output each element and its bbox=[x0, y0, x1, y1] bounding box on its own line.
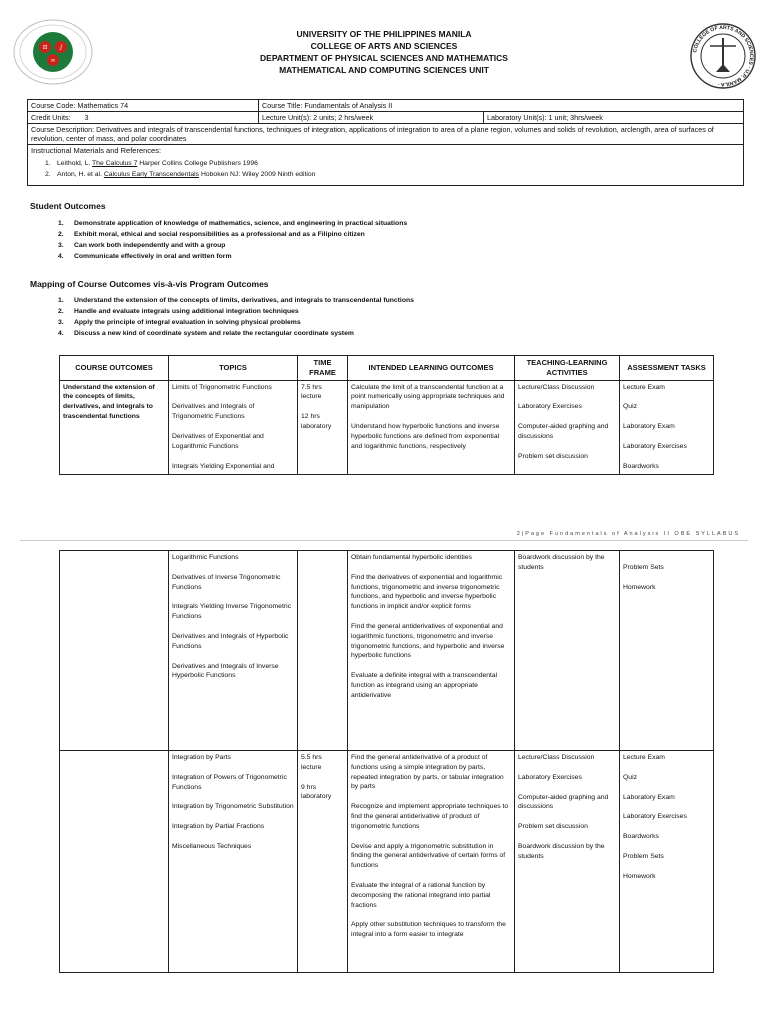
svg-text:π: π bbox=[42, 43, 48, 51]
tla-cell bbox=[515, 551, 620, 751]
time-frame-cell bbox=[298, 751, 348, 973]
tla-item: Problem set discussion bbox=[518, 823, 588, 831]
topic-item: Integration by Parts bbox=[172, 754, 231, 761]
assessment-item: Quiz bbox=[623, 773, 637, 781]
time-frame-cell bbox=[298, 551, 348, 751]
page-break bbox=[0, 513, 768, 543]
course-info-table bbox=[27, 99, 744, 186]
col-header-ilo: INTENDED LEARNING OUTCOMES bbox=[348, 356, 515, 381]
topic-item: Integrals Yielding Exponential and bbox=[172, 462, 275, 470]
ilo-cell bbox=[348, 551, 515, 751]
topics-cell bbox=[169, 751, 298, 973]
college-name: COLLEGE OF ARTS AND SCIENCES bbox=[310, 41, 458, 51]
topic-item: Logarithmic Functions bbox=[172, 554, 239, 561]
ilo-cell bbox=[348, 751, 515, 973]
list-item: 2. Exhibit moral, ethical and social responsibilities as a professional and as a Filipino citizen bbox=[58, 231, 365, 238]
divider bbox=[20, 540, 748, 541]
svg-text:∞: ∞ bbox=[50, 57, 56, 64]
table-row bbox=[60, 751, 714, 973]
topic-item: Integrals Yielding Inverse Trigonometric Functions bbox=[172, 603, 292, 621]
reference-list bbox=[45, 158, 740, 180]
tla-item: Boardwork discussion by the students bbox=[518, 842, 605, 860]
tla-item: Computer-aided graphing and discussions bbox=[518, 793, 609, 811]
topic-item: Miscellaneous Techniques bbox=[172, 842, 252, 850]
tla-cell bbox=[515, 751, 620, 973]
ilo-item: Recognize and implement appropriate techniques to find the general antiderivative of product of trigonometric functions bbox=[351, 803, 509, 830]
assessment-item: Quiz bbox=[623, 403, 637, 411]
tla-item: Boardwork discussion by the students bbox=[518, 554, 605, 571]
assessment-item: Laboratory Exam bbox=[623, 423, 675, 431]
ilo-item: Devise and apply a trigonometric substitution in finding the general antiderivative of certain forms of functions bbox=[351, 842, 506, 870]
credit-units: Credit Units: 3 bbox=[28, 112, 259, 124]
course-outcome-cell: Understand the extension of the concepts of limits, derivatives, and integrals to trascendental functions bbox=[60, 380, 169, 474]
assessment-item: Problem Sets bbox=[623, 852, 664, 860]
list-item: 4. Communicate effectively in oral and written form bbox=[58, 253, 232, 260]
ilo-item: Find the general antiderivative of a product of functions using a simple integration by parts, repeated integration by parts, or tabular integration by parts bbox=[351, 754, 504, 791]
time-item: 5.5 hrs lecture bbox=[301, 754, 322, 771]
svg-text:COLLEGE OF ARTS AND SCIENCES ·: COLLEGE OF ARTS AND SCIENCES · U.P. MANILA · bbox=[692, 24, 755, 88]
list-item: 2. Handle and evaluate integrals using additional integration techniques bbox=[58, 308, 299, 315]
ilo-item: Find the derivatives of exponential and logarithmic functions, trigonometric and inverse trigonometric functions, and hyperbolic and inverse hyperbolic functions in implicit and/or explicit forms bbox=[351, 573, 503, 611]
assessment-item: Laboratory Exam bbox=[623, 793, 675, 801]
assessment-cell bbox=[620, 380, 714, 474]
topics-cell bbox=[169, 551, 298, 751]
topic-item: Integration of Powers of Trigonometric Functions bbox=[172, 773, 287, 791]
assessment-item: Lecture Exam bbox=[623, 754, 665, 761]
topic-item: Integration by Partial Fractions bbox=[172, 823, 265, 831]
ilo-item: Understand how hyperbolic functions and inverse hyperbolic functions are defined from exponential and logarithmic functions, respectively bbox=[351, 422, 500, 450]
topics-cell bbox=[169, 380, 298, 474]
university-name: UNIVERSITY OF THE PHILIPPINES MANILA bbox=[296, 29, 472, 39]
assessment-item: Boardworks bbox=[623, 462, 659, 470]
assessment-item: Laboratory Exercises bbox=[623, 813, 687, 821]
department-name: DEPARTMENT OF PHYSICAL SCIENCES AND MATHEMATICS bbox=[260, 53, 508, 63]
assessment-item: Laboratory Exercises bbox=[623, 442, 687, 450]
materials-title: Instructional Materials and References: bbox=[31, 146, 162, 155]
col-header-assessment: ASSESSMENT TASKS bbox=[620, 356, 714, 381]
student-outcomes-title: Student Outcomes bbox=[30, 201, 106, 211]
list-item: 3. Can work both independently and with a group bbox=[58, 242, 226, 249]
outcomes-table bbox=[59, 355, 714, 475]
tla-item: Computer-aided graphing and discussions bbox=[518, 423, 609, 440]
tla-item: Laboratory Exercises bbox=[518, 403, 582, 411]
list-item: 4. Discuss a new kind of coordinate system and relate the rectangular coordinate system bbox=[58, 330, 354, 337]
assessment-cell bbox=[620, 751, 714, 973]
tla-cell bbox=[515, 380, 620, 474]
table-row bbox=[60, 551, 714, 751]
mapping-list bbox=[58, 295, 414, 339]
time-item: 7.5 hrs lecture bbox=[301, 383, 322, 401]
ilo-item: Evaluate a definite integral with a transcendental function as integrand using an appropriate antiderivative bbox=[351, 672, 498, 699]
topic-item: Derivatives and Integrals of Trigonometric Functions bbox=[172, 403, 255, 421]
course-code: Course Code: Mathematics 74 bbox=[28, 100, 259, 112]
topic-item: Derivatives and Integrals of Inverse Hyperbolic Functions bbox=[172, 662, 279, 680]
col-header-topics: TOPICS bbox=[169, 356, 298, 381]
ilo-item: Find the general antiderivatives of exponential and logarithmic functions, trigonometric and inverse trigonometric functions, and hyperbolic and inverse hyperbolic functions bbox=[351, 622, 505, 660]
ilo-cell bbox=[348, 380, 515, 474]
tla-item: Laboratory Exercises bbox=[518, 773, 582, 781]
table-row bbox=[60, 380, 714, 474]
col-header-time-frame: TIME FRAME bbox=[298, 356, 348, 381]
assessment-cell bbox=[620, 551, 714, 751]
page-footer: 2|Page Fundamentals of Analysis II OBE SYLLABUS bbox=[516, 531, 740, 537]
student-outcomes-list bbox=[58, 218, 407, 262]
course-outcome-cell bbox=[60, 751, 169, 973]
time-item: 12 hrs laboratory bbox=[301, 413, 332, 430]
ilo-item: Calculate the limit of a transcendental function at a point numerically using appropriate techniques and manipulation bbox=[351, 383, 505, 411]
tla-item: Lecture/Class Discussion bbox=[518, 754, 595, 761]
tla-item: Lecture/Class Discussion bbox=[518, 383, 595, 391]
tla-item: Problem set discussion bbox=[518, 452, 588, 460]
ilo-item: Obtain fundamental hyperbolic identities bbox=[351, 554, 472, 561]
topic-item: Integration by Trigonometric Substitution bbox=[172, 803, 294, 811]
col-header-course-outcomes: COURSE OUTCOMES bbox=[60, 356, 169, 381]
course-outcome-cell bbox=[60, 551, 169, 751]
topic-item: Derivatives of Exponential and Logarithmic Functions bbox=[172, 432, 264, 450]
assessment-item: Lecture Exam bbox=[623, 383, 665, 391]
course-title: Course Title: Fundamentals of Analysis II bbox=[259, 100, 744, 112]
outcomes-table-continued bbox=[59, 550, 714, 973]
list-item: 1. Understand the extension of the concepts of limits, derivatives, and integrals to transcendental functions bbox=[58, 297, 414, 304]
list-item: 1. Demonstrate application of knowledge of mathematics, science, and engineering in practical situations bbox=[58, 220, 408, 227]
time-frame-cell bbox=[298, 380, 348, 474]
course-description: Course Description: Derivatives and integrals of transcendental functions, techniques of integration, applications of integration to area of a plane region, volumes and solids of revolution, arclength, area of surfaces of revolution, center of mass, and polar coordinates bbox=[28, 124, 744, 145]
unit-name: MATHEMATICAL AND COMPUTING SCIENCES UNIT bbox=[279, 65, 489, 75]
assessment-item: Homework bbox=[623, 872, 656, 880]
time-item: 9 hrs laboratory bbox=[301, 783, 332, 801]
topic-item: Derivatives and Integrals of Hyperbolic Functions bbox=[172, 632, 289, 650]
ilo-item: Apply other substitution techniques to transform the integral into a form easier to integrate bbox=[351, 921, 506, 939]
topic-item: Derivatives of Inverse Trigonometric Functions bbox=[172, 573, 281, 591]
col-header-tla: TEACHING-LEARNING ACTIVITIES bbox=[515, 356, 620, 381]
topic-item: Limits of Trigonometric Functions bbox=[172, 383, 272, 391]
ilo-item: Evaluate the integral of a rational function by decomposing the rational integrand into partial fractions bbox=[351, 881, 491, 909]
reference-item: 1. Leithold, L. The Calculus 7 Harper Collins College Publishers 1996 bbox=[45, 160, 258, 167]
lab-units: Laboratory Unit(s): 1 unit; 3hrs/week bbox=[484, 112, 744, 124]
reference-item: 2. Anton, H. et al. Calculus Early Transcendentals Hoboken NJ: Wiley 2009 Ninth edition bbox=[45, 171, 316, 178]
svg-text:∫: ∫ bbox=[59, 44, 63, 51]
assessment-item: Homework bbox=[623, 583, 656, 591]
assessment-item: Boardworks bbox=[623, 833, 659, 841]
lecture-units: Lecture Unit(s): 2 units; 2 hrs/week bbox=[259, 112, 484, 124]
instructional-materials bbox=[28, 145, 744, 186]
mapping-title: Mapping of Course Outcomes vis-à-vis Program Outcomes bbox=[30, 279, 269, 289]
assessment-item: Problem Sets bbox=[623, 564, 664, 571]
list-item: 3. Apply the principle of integral evaluation in solving physical problems bbox=[58, 319, 301, 326]
